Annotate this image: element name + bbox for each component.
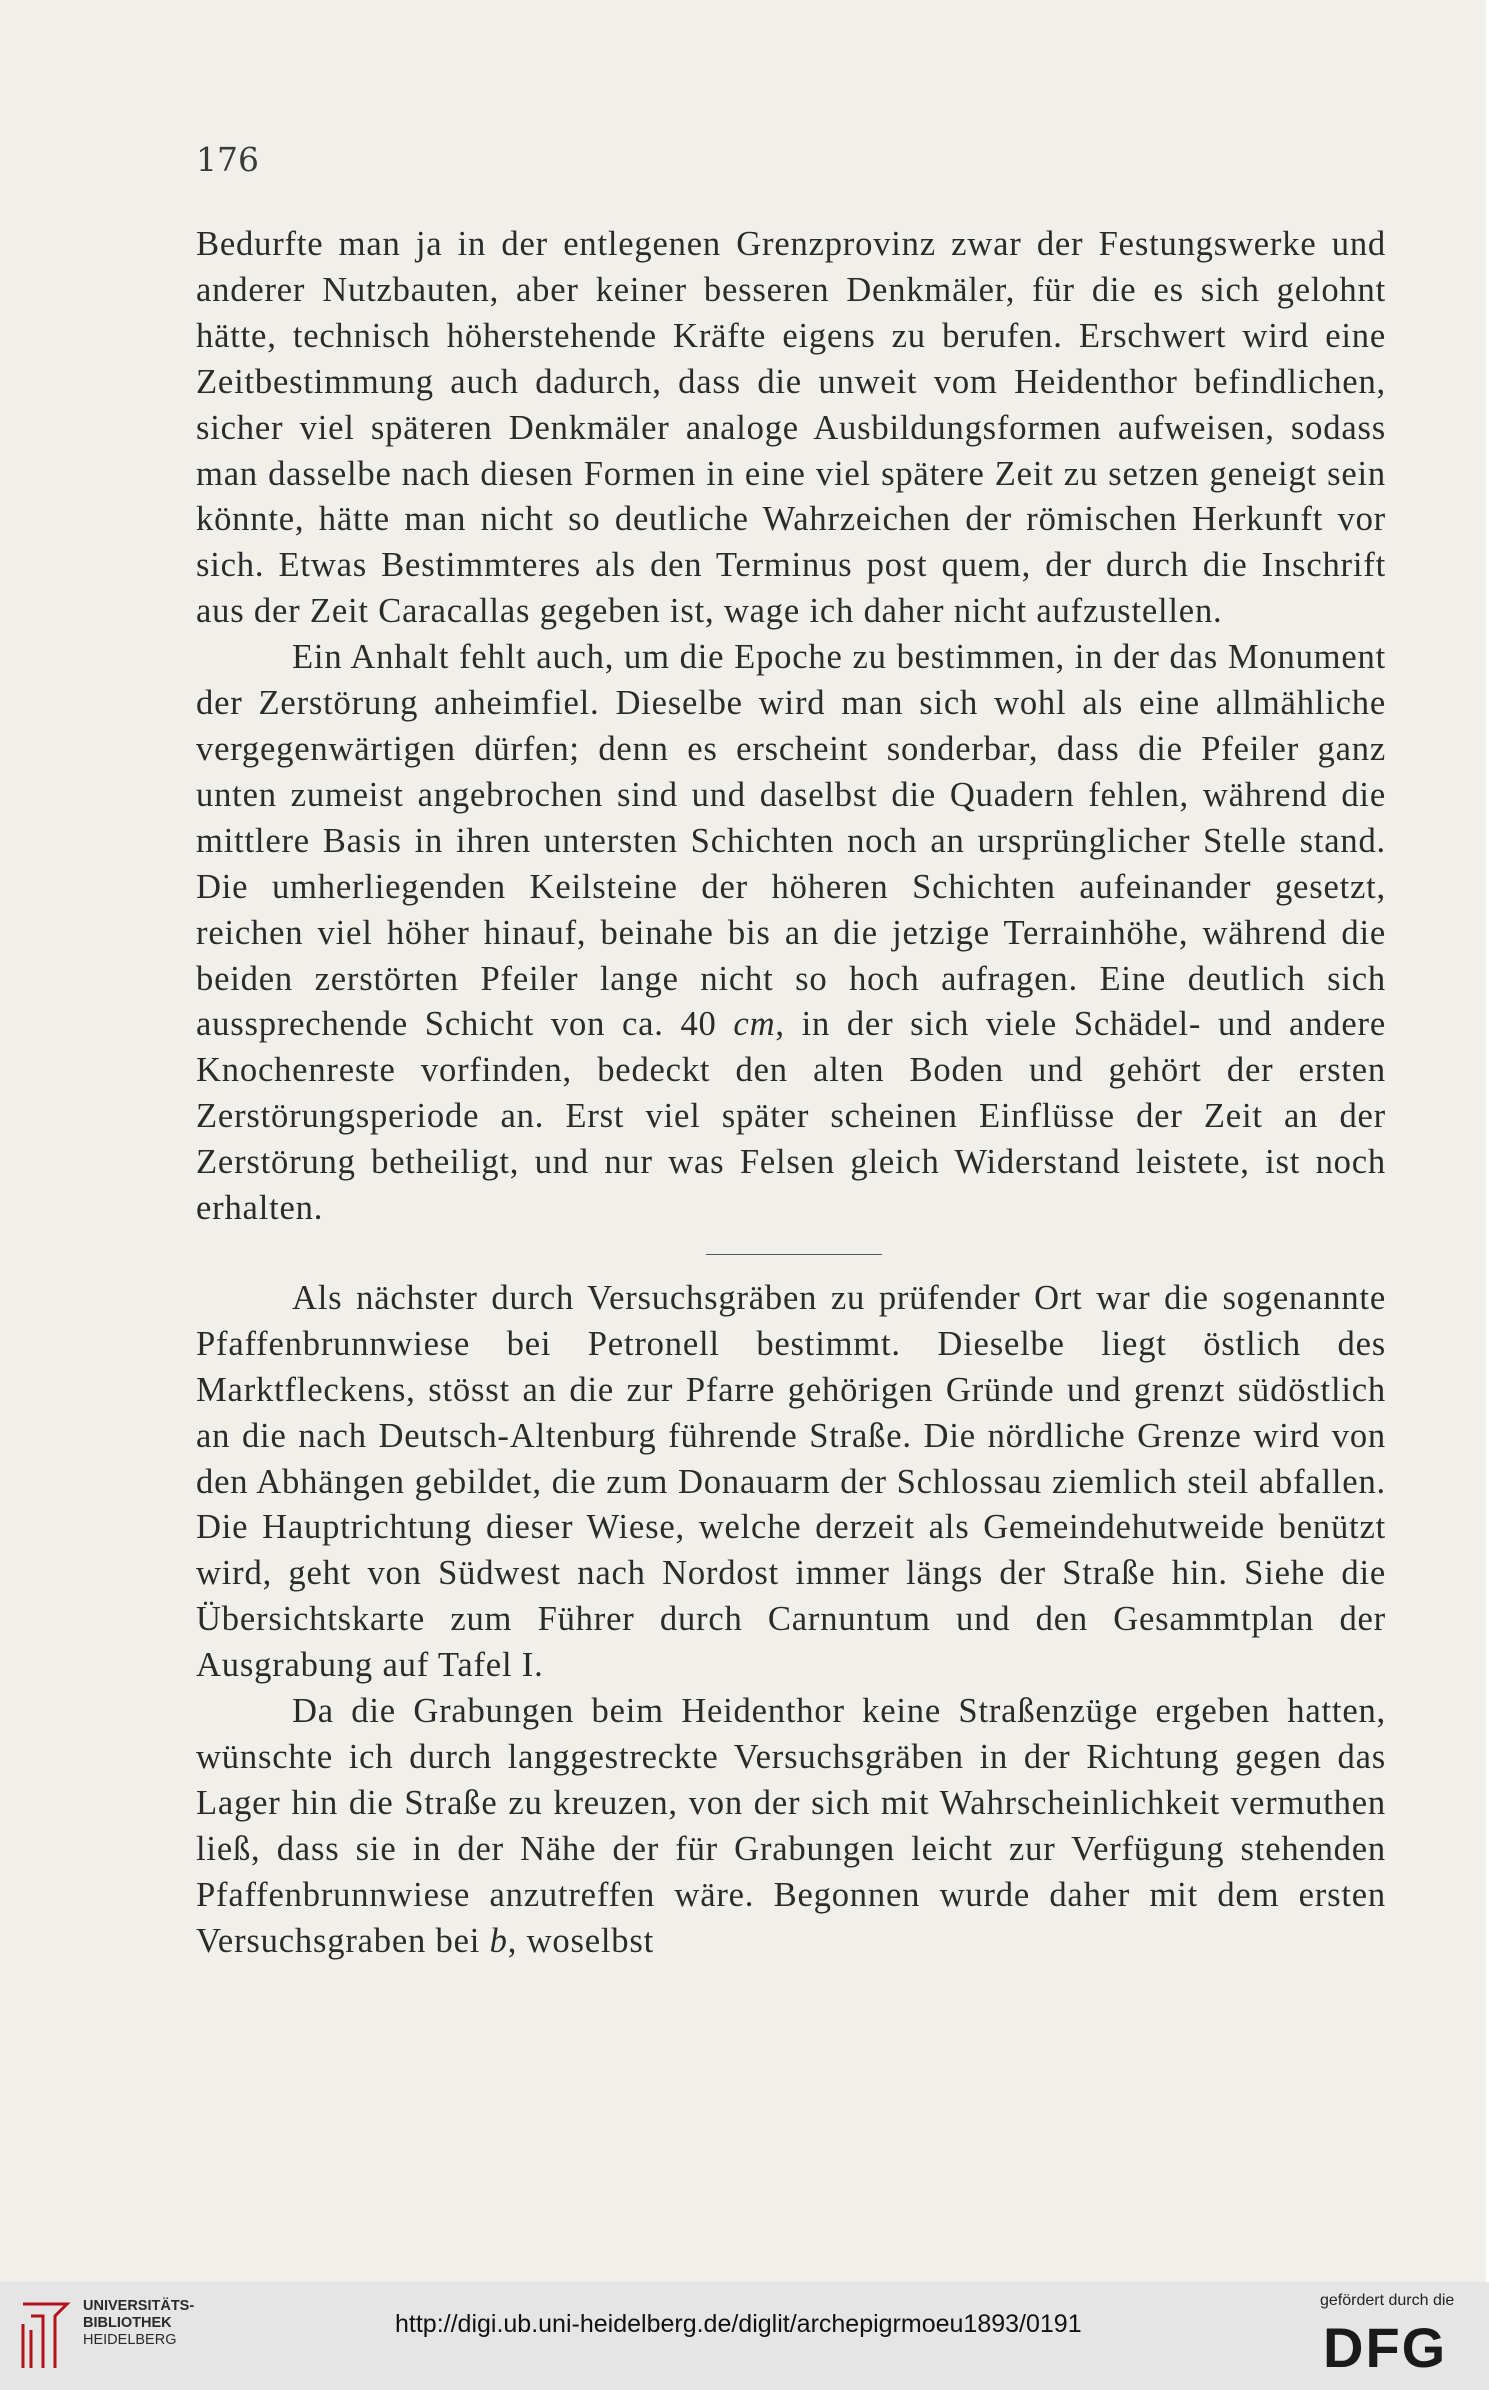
permalink-url[interactable]: http://digi.ub.uni-heidelberg.de/diglit/archepigrmoeu1893/0191: [395, 2310, 1082, 2338]
dfg-logo: DFG: [1323, 2316, 1448, 2379]
page-number: 176: [196, 140, 259, 179]
paragraph-4: Da die Grabungen beim Heidenthor keine Straßenzüge ergeben hatten, wünschte ich durch langgestreckte Versuchsgräben in der Richtung gegen das Lager hin die Straße zu kreuzen, von der sich mit Wahrscheinlichkeit vermuthen ließ, dass sie in der Nähe der für Grabungen leicht zur Verfügung stehenden Pfaffenbrunnwiese anzutreffen wäre. Begonnen wurde daher mit dem ersten Versuchsgraben bei b, woselbst: [196, 1692, 1386, 1960]
university-library-logo-icon: [15, 2296, 75, 2376]
paragraph-1: Bedurfte man ja in der entlegenen Grenzprovinz zwar der Festungswerke und anderer Nutzbauten, aber keiner besseren Denkmäler, für die es sich gelohnt hätte, technisch höherstehende Kräfte eigens zu berufen. Erschwert wird eine Zeitbestimmung auch dadurch, dass die unweit vom Heidenthor befindlichen, sicher viel späteren Denkmäler analoge Ausbildungsformen aufweisen, sodass man dasselbe nach diesen Formen in eine viel spätere Zeit zu setzen geneigt sein könnte, hätte man nicht so deutliche Wahrzeichen der römischen Herkunft vor sich. Etwas Bestimmteres als den Terminus post quem, der durch die Inschrift aus der Zeit Caracallas gegeben ist, wage ich daher nicht aufzustellen.: [196, 225, 1386, 631]
body-text: [196, 222, 1386, 1965]
unit-cm: cm: [733, 1005, 776, 1044]
footer-bar: [0, 2282, 1489, 2390]
paragraph-2: Ein Anhalt fehlt auch, um die Epoche zu bestimmen, in der das Monument der Zerstörung anheimfiel. Dieselbe wird man sich wohl als eine allmähliche vergegenwärtigen dürfen; denn es erscheint sonderbar, dass die Pfeiler ganz unten zumeist angebrochen sind und daselbst die Quadern fehlen, während die mittlere Basis in ihren untersten Schichten noch an ursprünglicher Stelle stand. Die umherliegenden Keilsteine der höheren Schichten aufeinander gesetzt, reichen viel höher hinauf, beinahe bis an die jetzige Terrainhöhe, während die beiden zerstörten Pfeiler lange nicht so hoch aufragen. Eine deutlich sich aussprechende Schicht von ca. 40 cm, in der sich viele Schädel- und andere Knochenreste vorfinden, bedeckt den alten Boden und gehört der ersten Zerstörungsperiode an. Erst viel später scheinen Einflüsse der Zeit an der Zerstörung betheiligt, und nur was Felsen gleich Widerstand leistete, ist noch erhalten.: [196, 638, 1386, 1228]
library-name: UNIVERSITÄTS- BIBLIOTHEK HEIDELBERG: [83, 2298, 195, 2348]
funded-by-label: gefördert durch die: [1320, 2292, 1455, 2309]
trench-letter: b: [489, 1921, 508, 1960]
section-separator: [706, 1254, 882, 1255]
paragraph-3: Als nächster durch Versuchsgräben zu prüfender Ort war die sogenannte Pfaffenbrunnwiese bei Petronell bestimmt. Dieselbe liegt östlich des Marktfleckens, stösst an die zur Pfarre gehörigen Gründe und grenzt südöstlich an die nach Deutsch-Altenburg führende Straße. Die nördliche Grenze wird von den Abhängen gebildet, die zum Donauarm der Schlossau ziemlich steil abfallen. Die Hauptrichtung dieser Wiese, welche derzeit als Gemeindehutweide benützt wird, geht von Südwest nach Nordost immer längs der Straße hin. Siehe die Übersichtskarte zum Führer durch Carnuntum und den Gesammtplan der Ausgrabung auf Tafel I.: [196, 1278, 1386, 1685]
